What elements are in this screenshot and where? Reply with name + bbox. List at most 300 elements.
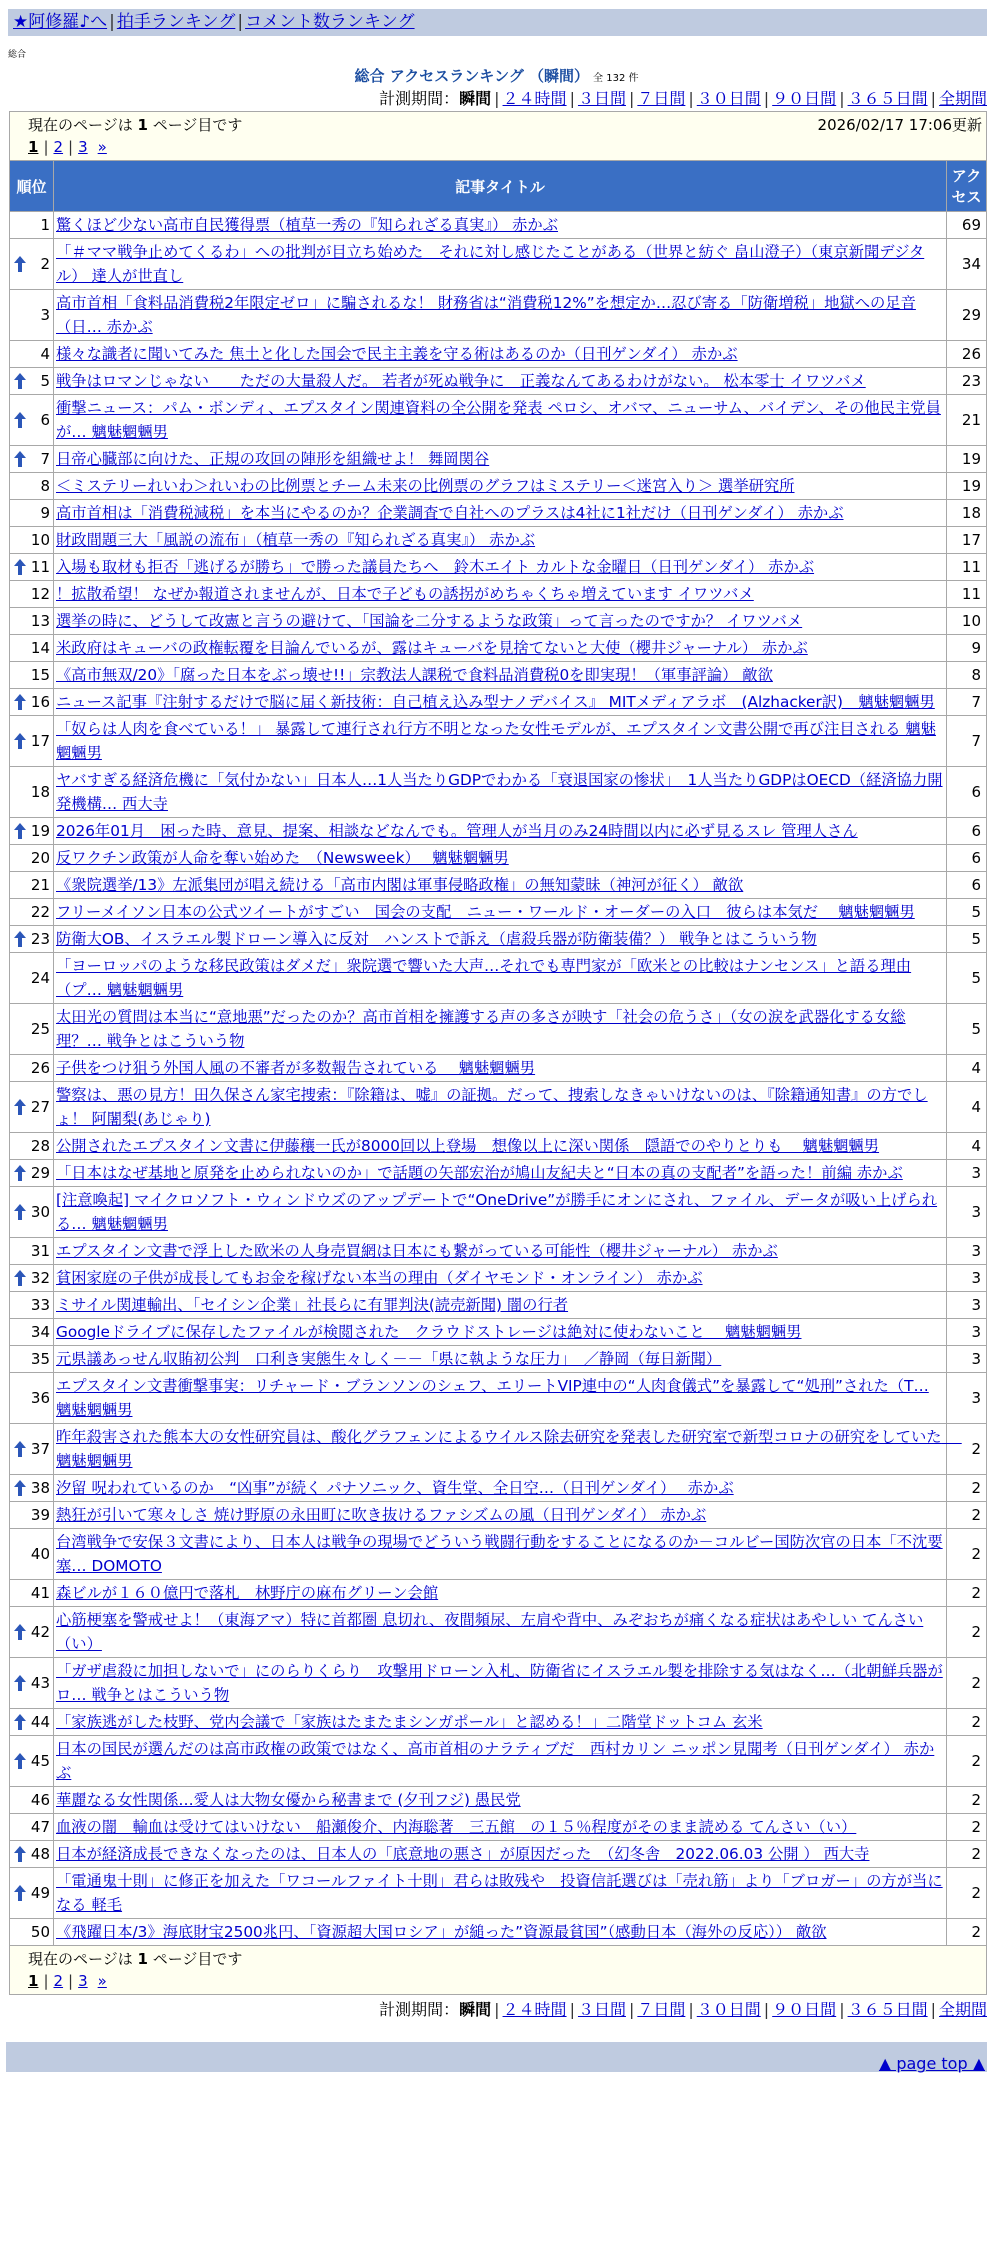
table-row: [10, 473, 987, 500]
article-link[interactable]: 公開されたエプスタイン文書に伊藤穰一氏が8000回以上登場 想像以上に深い関係 隠語でのやりとりも 魑魅魍魎男: [56, 1137, 880, 1155]
title-cell: [54, 581, 947, 608]
next-page-link[interactable]: »: [97, 138, 107, 156]
rank-up-arrow-icon: [14, 1885, 26, 1901]
access-count: 3: [947, 1292, 987, 1319]
table-row: [10, 818, 987, 845]
rank-up-arrow-icon: [14, 1099, 26, 1115]
article-link[interactable]: 「電通鬼十則」に修正を加えた「ワコールファイト十則」君らは敗残や 投資信託選びは「売れ筋」より「ブロガー」の方が当になる 軽毛: [56, 1872, 943, 1914]
table-row: [10, 368, 987, 395]
divider: |: [839, 2000, 845, 2019]
page-link[interactable]: 2: [53, 138, 64, 156]
period-link[interactable]: ３日間: [577, 89, 626, 108]
table-row: [10, 1868, 987, 1919]
item-count: 全 132 件: [593, 73, 639, 84]
divider: |: [109, 12, 115, 32]
rank-cell: [10, 1841, 54, 1868]
ranking-table: [9, 111, 987, 1995]
rank-up-arrow-icon: [14, 823, 26, 839]
title-cell: [54, 341, 947, 368]
rank-up-arrow-icon: [14, 1675, 26, 1691]
period-link[interactable]: ３０日間: [696, 89, 761, 108]
access-count: 2: [947, 1919, 987, 1946]
page-top-link[interactable]: ▲ page top ▲: [878, 2054, 985, 2073]
access-count: 7: [947, 716, 987, 767]
title-header: 記事タイトル: [54, 161, 947, 212]
access-count: 2: [947, 1424, 987, 1475]
table-row: [10, 1475, 987, 1502]
article-link[interactable]: 日帝心臓部に向けた、正規の攻回の陣形を組織せよ！ 舞岡関谷: [56, 450, 490, 468]
rank-cell: [10, 527, 54, 554]
title-cell: [54, 845, 947, 872]
rank-number: 44: [30, 1713, 50, 1731]
access-count: 2: [947, 1475, 987, 1502]
divider: |: [43, 1972, 49, 1990]
article-link[interactable]: 日本が経済成長できなくなったのは、日本人の「底意地の悪さ」が原因だった （幻冬舎 2022.06.03 公開 ） 西大寺: [56, 1845, 870, 1863]
period-link[interactable]: 全期間: [938, 2000, 987, 2019]
title-cell: [54, 1736, 947, 1787]
page-link[interactable]: 3: [78, 138, 88, 156]
article-link[interactable]: 華麗なる女性関係…愛人は大物女優から秘書まで (夕刊フジ) 愚民党: [56, 1791, 521, 1809]
article-link[interactable]: 「ヨーロッパのような移民政策はダメだ」衆院選で響いた大声…それでも専門家が「欧米との比較はナンセンス」と語る理由（プ… 魑魅魍魎男: [56, 957, 912, 999]
article-link[interactable]: 心筋梗塞を警戒せよ！（東海アマ）特に首都圏 息切れ、夜間頻尿、左肩や背中、みぞおちが痛くなる症状はあやしい てんさい（い）: [56, 1611, 924, 1653]
rank-number: 18: [30, 783, 50, 801]
table-row: [10, 1709, 987, 1736]
title-cell: [54, 527, 947, 554]
pager-top: [28, 136, 982, 158]
article-link[interactable]: 血液の闇 輸血は受けてはいけない 船瀬俊介、内海聡著 三五館 の１５％程度がそのまま読める てんさい（い）: [56, 1818, 857, 1836]
rank-cell: [10, 1133, 54, 1160]
access-count: 5: [947, 899, 987, 926]
rank-cell: [10, 662, 54, 689]
title-cell: [54, 635, 947, 662]
access-count: 5: [947, 1004, 987, 1055]
divider: |: [688, 2000, 694, 2019]
access-count: 11: [947, 581, 987, 608]
rank-cell: [10, 1529, 54, 1580]
access-count: 17: [947, 527, 987, 554]
title-cell: [54, 1292, 947, 1319]
rank-number: 37: [30, 1440, 50, 1458]
article-link[interactable]: 《高市無双/20》「腐った日本をぶっ壊せ!!」宗教法人課税で食料品消費税0を即実現！（軍事評論） 敵欲: [56, 666, 773, 684]
table-row: [10, 608, 987, 635]
access-count: 2: [947, 1709, 987, 1736]
table-row: [10, 845, 987, 872]
access-count: 2: [947, 1868, 987, 1919]
access-count: 34: [947, 239, 987, 290]
divider: |: [68, 1972, 74, 1990]
period-link[interactable]: ３６５日間: [847, 2000, 928, 2019]
table-row: [10, 1841, 987, 1868]
rank-cell: [10, 953, 54, 1004]
rank-cell: [10, 500, 54, 527]
page-info-row: [10, 112, 987, 161]
article-link[interactable]: 日本の国民が選んだのは高市政権の政策ではなく、高市首相のナラティブだ 西村カリン ニッポン見聞考（日刊ゲンダイ） 赤かぶ: [56, 1740, 935, 1782]
rank-cell: [10, 395, 54, 446]
article-link[interactable]: 戦争はロマンじゃない ただの大量殺人だ。 若者が死ぬ戦争に 正義なんてあるわけがない。 松本零士 イワツバメ: [56, 372, 866, 390]
period-link[interactable]: ３６５日間: [847, 89, 928, 108]
rank-number: 24: [30, 969, 50, 987]
article-link[interactable]: 「家族逃がした枝野、党内会議で「家族はたまたまシンガポール」と認める！」二階堂ドットコム 玄米: [56, 1713, 763, 1731]
divider: |: [628, 2000, 635, 2019]
rank-cell: [10, 1580, 54, 1607]
rank-number: 42: [30, 1623, 50, 1641]
access-count: 2: [947, 1787, 987, 1814]
article-link[interactable]: 元県議あっせん収賄初公判 口利き実態生々しく－－「県に執ような圧力」 ／静岡（毎日新聞）: [56, 1350, 722, 1368]
rank-cell: [10, 1424, 54, 1475]
article-link[interactable]: 様々な識者に聞いてみた 焦土と化した国会で民主主義を守る術はあるのか（日刊ゲンダイ） 赤かぶ: [56, 345, 738, 363]
title-cell: [54, 395, 947, 446]
home-link[interactable]: ★阿修羅♪へ: [13, 12, 108, 32]
rank-cell: [10, 899, 54, 926]
rank-cell: [10, 1265, 54, 1292]
access-count: 2: [947, 1658, 987, 1709]
article-link[interactable]: エプスタイン文書衝撃事実：リチャード・ブランソンのシェフ、エリートVIP連中の“人肉食儀式”を暴露して“処刑”された（T… 魑魅魍魎男: [56, 1377, 929, 1419]
current-page-text: 現在のページは 1 ページ目です: [28, 1950, 243, 1968]
table-row: [10, 581, 987, 608]
rank-number: 47: [30, 1818, 50, 1836]
rank-cell: [10, 1502, 54, 1529]
rank-number: 40: [30, 1545, 50, 1563]
title-cell: [54, 1529, 947, 1580]
rank-number: 45: [30, 1752, 50, 1770]
title-cell: [54, 473, 947, 500]
table-row: [10, 1580, 987, 1607]
access-count: 3: [947, 1346, 987, 1373]
rank-cell: [10, 767, 54, 818]
rank-number: 1: [40, 216, 50, 234]
title-cell: [54, 239, 947, 290]
access-count: 2: [947, 1607, 987, 1658]
rank-up-arrow-icon: [14, 931, 26, 947]
access-count: 2: [947, 1814, 987, 1841]
access-count: 4: [947, 1055, 987, 1082]
rank-cell: [10, 1187, 54, 1238]
table-row: [10, 1919, 987, 1946]
table-row: [10, 899, 987, 926]
table-row: [10, 1082, 987, 1133]
title-cell: [54, 1580, 947, 1607]
table-row: [10, 1004, 987, 1055]
table-row: [10, 872, 987, 899]
title-cell: [54, 1607, 947, 1658]
table-row: [10, 1346, 987, 1373]
top-nav-bar: [8, 9, 987, 36]
period-link[interactable]: ２４時間: [502, 2000, 567, 2019]
access-count: 2: [947, 1502, 987, 1529]
table-row: [10, 1160, 987, 1187]
table-row: [10, 1787, 987, 1814]
article-link[interactable]: 《飛躍日本/3》海底財宝2500兆円、「資源超大国ロシア」が縋った”資源最貧国”（感動日本（海外の反応）） 敵欲: [56, 1923, 827, 1941]
access-count: 3: [947, 1373, 987, 1424]
page-title: 総合 アクセスランキング （瞬間）: [354, 67, 590, 85]
article-link[interactable]: ！拡散希望！ なぜか報道されませんが、日本で子どもの誘拐がめちゃくちゃ増えています イワツバメ: [56, 585, 754, 603]
article-link[interactable]: ニュース記事『注射するだけで脳に届く新技術：自己植え込み型ナノデバイス』 MITメディアラボ (Alzhacker訳) 魑魅魍魎男: [56, 693, 935, 711]
page-link[interactable]: 3: [78, 1972, 88, 1990]
article-link[interactable]: 「ガザ虐殺に加担しないで」にのらりくらり 攻撃用ドローン入札、防衛省にイスラエル製を排除する気はなく…（北朝鮮兵器がロ… 戦争とはこういう物: [56, 1662, 943, 1704]
article-link[interactable]: 子供をつけ狙う外国人風の不審者が多数報告されている 魑魅魍魎男: [56, 1059, 536, 1077]
period-link[interactable]: ９０日間: [772, 89, 837, 108]
access-count: 4: [947, 1082, 987, 1133]
title-cell: [54, 1919, 947, 1946]
rank-up-arrow-icon: [14, 451, 26, 467]
table-row: [10, 527, 987, 554]
title-cell: [54, 290, 947, 341]
article-link[interactable]: 貧困家庭の子供が成長してもお金を稼げない本当の理由（ダイヤモンド・オンライン） 赤かぶ: [56, 1269, 703, 1287]
rank-number: 41: [30, 1584, 50, 1602]
rank-number: 17: [30, 732, 50, 750]
table-row: [10, 767, 987, 818]
table-row: [10, 239, 987, 290]
access-count: 4: [947, 1133, 987, 1160]
table-row: [10, 1607, 987, 1658]
divider: |: [569, 89, 575, 108]
rank-cell: [10, 1160, 54, 1187]
article-link[interactable]: 森ビルが１６０億円で落札 林野庁の麻布グリーン会館: [56, 1584, 439, 1602]
access-count: 26: [947, 341, 987, 368]
period-link[interactable]: 全期間: [938, 89, 987, 108]
rank-up-arrow-icon: [14, 1846, 26, 1862]
article-link[interactable]: エプスタイン文書で浮上した欧米の人身売買網は日本にも繋がっている可能性（櫻井ジャーナル） 赤かぶ: [56, 1242, 778, 1260]
title-cell: [54, 1709, 947, 1736]
page-current: 1: [28, 138, 39, 156]
table-row: [10, 446, 987, 473]
rank-cell: [10, 554, 54, 581]
article-link[interactable]: 「＃ママ戦争止めてくるわ」への批判が目立ち始めた それに対し感じたことがある（世界と紡ぐ 畠山澄子）（東京新聞デジタル） 達人が世直し: [56, 243, 925, 285]
rank-number: 39: [30, 1506, 50, 1524]
table-row: [10, 1814, 987, 1841]
title-cell: [54, 1160, 947, 1187]
access-count: 29: [947, 290, 987, 341]
period-selector-top: [0, 87, 993, 111]
rank-cell: [10, 1373, 54, 1424]
divider: |: [930, 89, 936, 108]
table-row: [10, 290, 987, 341]
period-link[interactable]: ７日間: [637, 2000, 686, 2019]
period-link[interactable]: ２４時間: [502, 89, 567, 108]
period-current: 瞬間: [459, 2000, 492, 2019]
title-cell: [54, 554, 947, 581]
title-cell: [54, 1238, 947, 1265]
article-link[interactable]: 汐留 呪われているのか “凶事”が続く パナソニック、資生堂、全日空…（日刊ゲンダイ） 赤かぶ: [56, 1479, 734, 1497]
article-link[interactable]: 警察は、悪の見方！田久保さん家宅捜索：『除籍は、嘘』の証拠。だって、捜索しなきゃいけないのは、『除籍通知書』の方でしょ！ 阿闍梨(あじゃり): [56, 1086, 928, 1128]
title-cell: [54, 767, 947, 818]
title-cell: [54, 1265, 947, 1292]
table-row: [10, 1319, 987, 1346]
access-count: 10: [947, 608, 987, 635]
page-link[interactable]: 2: [53, 1972, 64, 1990]
rank-cell: [10, 1658, 54, 1709]
rank-cell: [10, 716, 54, 767]
divider: |: [43, 138, 49, 156]
rank-number: 9: [40, 504, 50, 522]
article-link[interactable]: 昨年殺害された熊本大の女性研究員は、酸化グラフェンによるウイルス除去研究を発表した研究室で新型コロナの研究をしていた 魑魅魍魎男: [56, 1428, 962, 1470]
article-link[interactable]: 防衛大OB、イスラエル製ドローン導入に反対 ハンストで訴え（虐殺兵器が防衛装備？） 戦争とはこういう物: [56, 930, 817, 948]
title-cell: [54, 1502, 947, 1529]
article-link[interactable]: 「日本はなぜ基地と原発を止められないのか」で話題の矢部宏治が鳩山友紀夫と“日本の真の支配者”を語った！前編 赤かぶ: [56, 1164, 903, 1182]
title-cell: [54, 608, 947, 635]
rank-up-arrow-icon: [14, 1624, 26, 1640]
rank-cell: [10, 1004, 54, 1055]
access-count: 8: [947, 662, 987, 689]
title-cell: [54, 1658, 947, 1709]
rank-cell: [10, 818, 54, 845]
rank-up-arrow-icon: [14, 1480, 26, 1496]
rank-number: 38: [30, 1479, 50, 1497]
rank-number: 48: [30, 1845, 50, 1863]
table-row: [10, 500, 987, 527]
title-cell: [54, 1814, 947, 1841]
title-cell: [54, 1424, 962, 1475]
divider: |: [688, 89, 694, 108]
article-link[interactable]: フリーメイソン日本の公式ツイートがすごい 国会の支配 ニュー・ワールド・オーダーの入口 彼らは本気だ 魑魅魍魎男: [56, 903, 915, 921]
title-cell: [54, 500, 947, 527]
rank-up-arrow-icon: [14, 1204, 26, 1220]
article-link[interactable]: 「奴らは人肉を食べている！」 暴露して連行され行方不明となった女性モデルが、エプスタイン文書公開で再び注目される 魑魅魍魎男: [56, 720, 936, 762]
rank-cell: [10, 212, 54, 239]
article-link[interactable]: 財政間題三大「風説の流布」（植草一秀の『知られざる真実』） 赤かぶ: [56, 531, 536, 549]
rank-number: 28: [30, 1137, 50, 1155]
divider: |: [763, 2000, 770, 2019]
table-row: [10, 926, 987, 953]
divider: |: [763, 89, 770, 108]
access-count: 3: [947, 1160, 987, 1187]
rank-number: 16: [30, 693, 50, 711]
article-link[interactable]: Googleドライブに保存したファイルが検閲された クラウドストレージは絶対に使わないこと 魑魅魍魎男: [56, 1323, 802, 1341]
access-count: 21: [947, 395, 987, 446]
access-count: 9: [947, 635, 987, 662]
table-row: [10, 1424, 987, 1475]
article-link[interactable]: 高市首相は「消費税減税」を本当にやるのか？企業調査で自社へのプラスは4社に1社だけ（日刊ゲンダイ） 赤かぶ: [56, 504, 844, 522]
table-row: [10, 1736, 987, 1787]
divider: |: [237, 12, 244, 32]
title-cell: [54, 368, 947, 395]
period-label: 計測期間：: [379, 2000, 460, 2019]
rank-number: 50: [30, 1923, 50, 1941]
article-link[interactable]: 台湾戦争で安保３文書により、日本人は戦争の現場でどういう戦闘行動をすることになるのか－コルビー国防次官の日本「不沈要塞… DOMOTO: [56, 1533, 943, 1575]
rank-cell: [10, 845, 54, 872]
rank-cell: [10, 872, 54, 899]
table-row: [10, 1187, 987, 1238]
rank-cell: [10, 1055, 54, 1082]
period-link[interactable]: ９０日間: [772, 2000, 837, 2019]
access-count: 3: [947, 1319, 987, 1346]
rank-number: 26: [30, 1059, 50, 1077]
table-row: [10, 1529, 987, 1580]
next-page-link[interactable]: »: [97, 1972, 107, 1990]
period-link[interactable]: ７日間: [637, 89, 686, 108]
access-count: 69: [947, 212, 987, 239]
title-cell: [54, 818, 947, 845]
divider: |: [494, 2000, 500, 2019]
divider: |: [839, 89, 845, 108]
rank-up-arrow-icon: [14, 1441, 26, 1457]
article-link[interactable]: 驚くほど少ない高市自民獲得票（植草一秀の『知られざる真実』） 赤かぶ: [56, 216, 559, 234]
article-link[interactable]: ヤバすぎる経済危機に「気付かない」日本人…1人当たりGDPでわかる「衰退国家の惨状」 1人当たりGDPはOECD（経済協力開発機構… 西大寺: [56, 771, 943, 813]
title-cell: [54, 872, 947, 899]
rank-number: 11: [30, 558, 50, 576]
title-cell: [54, 1319, 947, 1346]
title-cell: [54, 1841, 947, 1868]
title-cell: [54, 446, 947, 473]
divider: |: [494, 89, 500, 108]
article-link[interactable]: 米政府はキューバの政権転覆を目論んでいるが、露はキューバを見捨てないと大使（櫻井ジャーナル） 赤かぶ: [56, 639, 808, 657]
title-cell: [54, 953, 947, 1004]
access-count: 5: [947, 926, 987, 953]
rank-up-arrow-icon: [14, 559, 26, 575]
clap-ranking-link[interactable]: 拍手ランキング: [116, 12, 236, 32]
title-cell: [54, 689, 947, 716]
rank-up-arrow-icon: [14, 1753, 26, 1769]
rank-number: 22: [30, 903, 50, 921]
table-row: [10, 1658, 987, 1709]
title-cell: [54, 1133, 947, 1160]
rank-number: 32: [30, 1269, 50, 1287]
table-row: [10, 395, 987, 446]
rank-cell: [10, 635, 54, 662]
article-link[interactable]: 2026年01月 困った時、意見、提案、相談などなんでも。管理人が当月のみ24時間以内に必ず見るスレ 管理人さん: [56, 822, 858, 840]
table-row: [10, 1265, 987, 1292]
article-link[interactable]: 《衆院選挙/13》左派集団が唱え続ける「高市内閣は軍事侵略政権」の無知蒙昧（神河が征く） 敵欲: [56, 876, 744, 894]
access-count: 7: [947, 689, 987, 716]
rank-cell: [10, 1709, 54, 1736]
rank-number: 19: [30, 822, 50, 840]
article-link[interactable]: 太田光の質問は本当に“意地悪”だったのか？高市首相を擁護する声の多さが映す「社会の危うさ」（女の涙を武器化する女総理？… 戦争とはこういう物: [56, 1008, 906, 1050]
period-link[interactable]: ３日間: [577, 2000, 626, 2019]
access-count: 6: [947, 872, 987, 899]
rank-number: 23: [30, 930, 50, 948]
title-cell: [54, 1082, 947, 1133]
title-cell: [54, 1373, 947, 1424]
rank-number: 30: [30, 1203, 50, 1221]
title-cell: [54, 662, 947, 689]
divider: [88, 138, 98, 156]
article-link[interactable]: ＜ミステリーれいわ＞れいわの比例票とチーム未来の比例票のグラフはミステリー＜迷宮入り＞ 選挙研究所: [56, 477, 795, 495]
table-row: [10, 1373, 987, 1424]
pager-bottom: [28, 1970, 982, 1992]
table-row: [10, 953, 987, 1004]
table-row: [10, 1502, 987, 1529]
article-link[interactable]: 高市首相「食料品消費税2年限定ゼロ」に騙されるな！ 財務省は“消費税12%”を想定か…忍び寄る「防衛増税」地獄への足音（日… 赤かぶ: [56, 294, 916, 336]
divider: [88, 1972, 98, 1990]
rank-number: 20: [30, 849, 50, 867]
period-link[interactable]: ３０日間: [696, 2000, 761, 2019]
article-link[interactable]: 入場も取材も拒否「逃げるが勝ち」で勝った議員たちへ 鈴木エイト カルトな金曜日（日刊ゲンダイ） 赤かぶ: [56, 558, 815, 576]
article-link[interactable]: 選挙の時に、どうして改憲と言うの避けて、「国論を二分するような政策」って言ったのですか？ イワツバメ: [56, 612, 803, 630]
title-cell: [54, 1187, 947, 1238]
title-cell: [54, 1346, 947, 1373]
comment-ranking-link[interactable]: コメント数ランキング: [245, 12, 415, 32]
article-link[interactable]: 反ワクチン政策が人命を奪い始めた （Newsweek） 魑魅魍魎男: [56, 849, 509, 867]
rank-cell: [10, 446, 54, 473]
rank-number: 29: [30, 1164, 50, 1182]
table-row: [10, 554, 987, 581]
article-link[interactable]: ミサイル関連輸出、「セイシン企業」社長らに有罪判決(読売新聞) 闇の行者: [56, 1296, 569, 1314]
article-link[interactable]: 熱狂が引いて寒々しさ 焼け野原の永田町に吹き抜けるファシズムの風（日刊ゲンダイ） 赤かぶ: [56, 1506, 707, 1524]
rank-cell: [10, 1238, 54, 1265]
article-link[interactable]: [注意喚起] マイクロソフト・ウィンドウズのアップデートで“OneDrive”が勝手にオンにされ、ファイル、データが吸い上げられる… 魑魅魍魎男: [56, 1191, 938, 1233]
rank-cell: [10, 608, 54, 635]
table-row: [10, 716, 987, 767]
table-row: [10, 635, 987, 662]
divider: |: [68, 138, 74, 156]
rank-number: 12: [30, 585, 50, 603]
table-row: [10, 1055, 987, 1082]
period-selector-bottom: [0, 1998, 993, 2022]
article-link[interactable]: 衝撃ニュース：パム・ボンディ、エプスタイン関連資料の全公開を発表 ペロシ、オバマ、ニューサム、バイデン、その他民主党員が… 魑魅魍魎男: [56, 399, 941, 441]
rank-cell: [10, 926, 54, 953]
rank-number: 35: [30, 1350, 50, 1368]
rank-cell: [10, 581, 54, 608]
